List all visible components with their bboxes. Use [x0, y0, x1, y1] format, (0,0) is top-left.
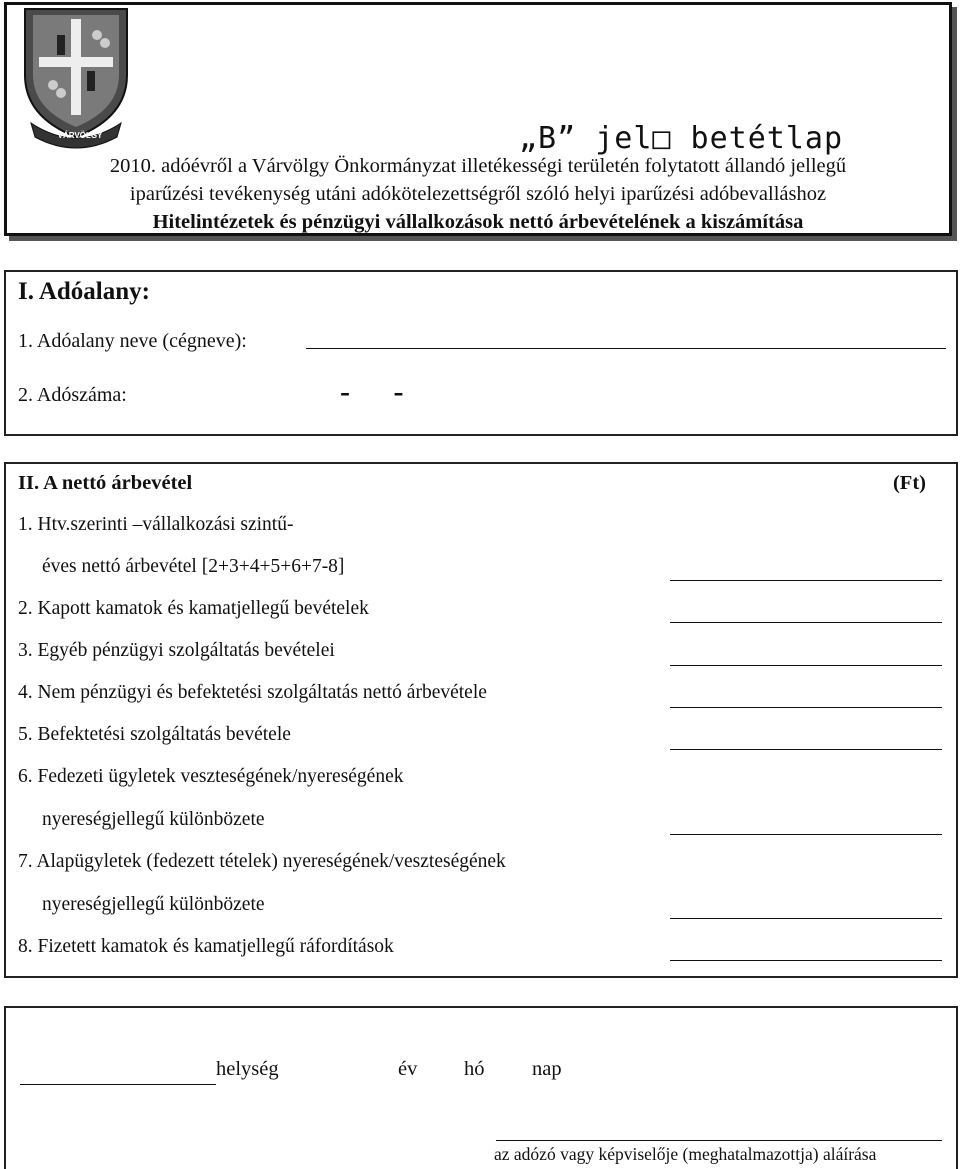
amount-field[interactable] — [670, 834, 942, 835]
row-label: 4. Nem pénzügyi és befektetési szolgáltatás nettó árbevétele — [18, 682, 487, 703]
header-line-1: 2010. adóévről a Várvölgy Önkormányzat illetékességi területén folytatott állandó jellegű — [109, 155, 847, 177]
amount-field[interactable] — [670, 622, 942, 623]
row-label: nyereségjellegű különbözete — [42, 809, 265, 830]
row-label: 1. Htv.szerinti –vállalkozási szintű- — [18, 514, 294, 535]
row-label: nyereségjellegű különbözete — [42, 894, 265, 915]
amount-field[interactable] — [670, 749, 942, 750]
amount-field[interactable] — [670, 918, 942, 919]
row-label: 6. Fedezeti ügyletek veszteségének/nyereségének — [18, 766, 404, 787]
amount-field[interactable] — [670, 665, 942, 666]
place-label: helység — [216, 1058, 279, 1080]
form-title: „B” jel□ betétlap — [518, 121, 844, 156]
tax-number-label: 2. Adószáma: — [18, 384, 127, 406]
row-label: 7. Alapügyletek (fedezett tételek) nyereségének/veszteségének — [18, 851, 506, 872]
amount-field[interactable] — [670, 580, 942, 581]
amount-field[interactable] — [670, 707, 942, 708]
tax-number-field[interactable]: - - — [340, 375, 422, 408]
svg-text:VÁRVÖLGY: VÁRVÖLGY — [57, 131, 103, 140]
taxpayer-name-field[interactable] — [306, 348, 946, 349]
day-label: nap — [532, 1058, 562, 1080]
month-label: hó — [464, 1058, 485, 1080]
row-label: 3. Egyéb pénzügyi szolgáltatás bevételei — [18, 640, 335, 661]
amount-field[interactable] — [670, 960, 942, 961]
taxpayer-section — [4, 270, 958, 436]
signature-label: az adózó vagy képviselője (meghatalmazottja) aláírása — [494, 1144, 877, 1164]
row-label: 5. Befektetési szolgáltatás bevétele — [18, 724, 291, 745]
place-field[interactable] — [20, 1084, 216, 1085]
net-revenue-section — [4, 462, 958, 978]
currency-unit: (Ft) — [892, 472, 926, 494]
row-label: 2. Kapott kamatok és kamatjellegű bevételek — [18, 598, 369, 619]
header-line-2: iparűzési tevékenység utáni adókötelezettségről szóló helyi iparűzési adóbevalláshoz — [129, 183, 827, 205]
section-title: II. A nettó árbevétel — [18, 472, 193, 494]
year-label: év — [398, 1058, 418, 1080]
signature-field[interactable] — [496, 1140, 942, 1141]
taxpayer-name-label: 1. Adóalany neve (cégneve): — [18, 330, 247, 352]
row-label: éves nettó árbevétel [2+3+4+5+6+7-8] — [42, 556, 345, 577]
row-label: 8. Fizetett kamatok és kamatjellegű ráfordítások — [18, 936, 394, 957]
header-line-3: Hitelintézetek és pénzügyi vállalkozások nettó árbevételének a kiszámítása — [152, 211, 804, 233]
form-header — [4, 2, 952, 236]
section-title: I. Adóalany: — [18, 278, 150, 305]
signature-section — [4, 1006, 958, 1169]
